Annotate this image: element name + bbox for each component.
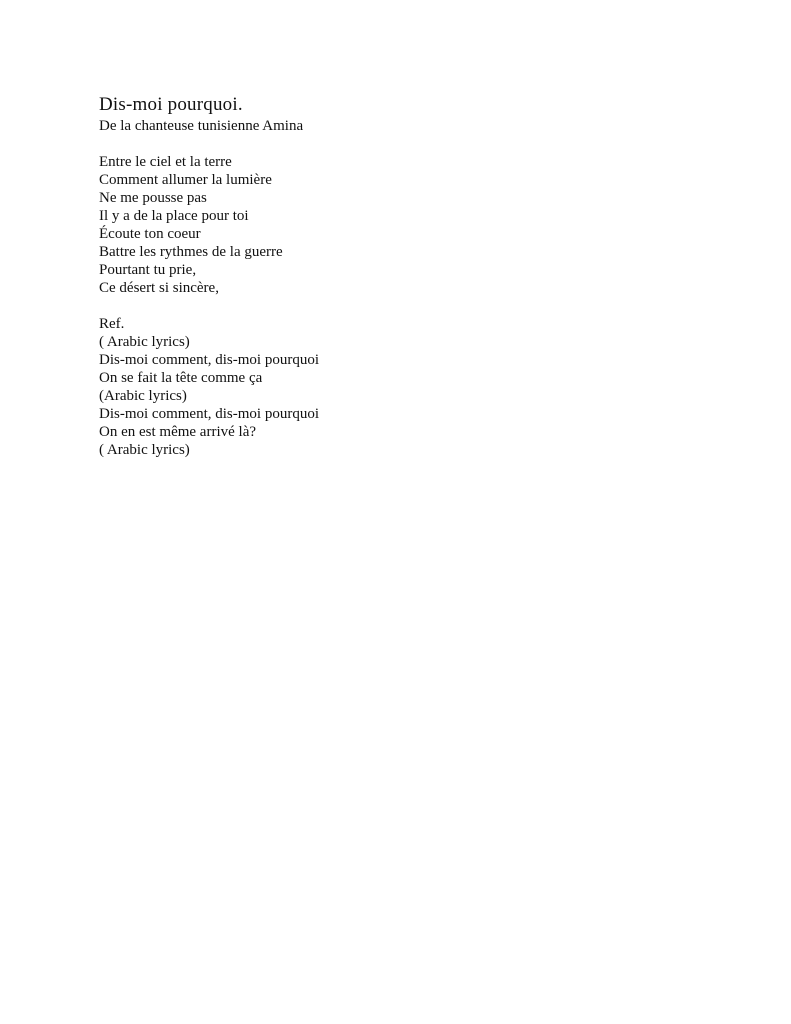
refrain-line: Dis-moi comment, dis-moi pourquoi bbox=[99, 406, 319, 422]
verse-line: Il y a de la place pour toi bbox=[99, 208, 249, 224]
verse-line: Entre le ciel et la terre bbox=[99, 154, 232, 170]
verse-line: Ne me pousse pas bbox=[99, 190, 207, 206]
stanza-gap bbox=[99, 297, 699, 315]
refrain-line: (Arabic lyrics) bbox=[99, 388, 187, 404]
refrain-line: On se fait la tête comme ça bbox=[99, 370, 263, 386]
verse-stanza bbox=[99, 153, 699, 297]
refrain-line: ( Arabic lyrics) bbox=[99, 442, 190, 458]
song-title: Dis-moi pourquoi. bbox=[99, 94, 243, 115]
refrain-line: Ref. bbox=[99, 316, 125, 332]
refrain-line: On en est même arrivé là? bbox=[99, 424, 257, 440]
verse-line: Battre les rythmes de la guerre bbox=[99, 244, 283, 260]
document-page bbox=[99, 93, 699, 459]
refrain-line: Dis-moi comment, dis-moi pourquoi bbox=[99, 352, 319, 368]
song-subtitle: De la chanteuse tunisienne Amina bbox=[99, 118, 304, 134]
refrain-stanza bbox=[99, 315, 699, 459]
verse-line: Écoute ton coeur bbox=[99, 226, 201, 242]
refrain-line: ( Arabic lyrics) bbox=[99, 334, 190, 350]
verse-line: Comment allumer la lumière bbox=[99, 172, 272, 188]
verse-line: Pourtant tu prie, bbox=[99, 262, 197, 278]
verse-line: Ce désert si sincère, bbox=[99, 280, 219, 296]
stanza-gap bbox=[99, 135, 699, 153]
